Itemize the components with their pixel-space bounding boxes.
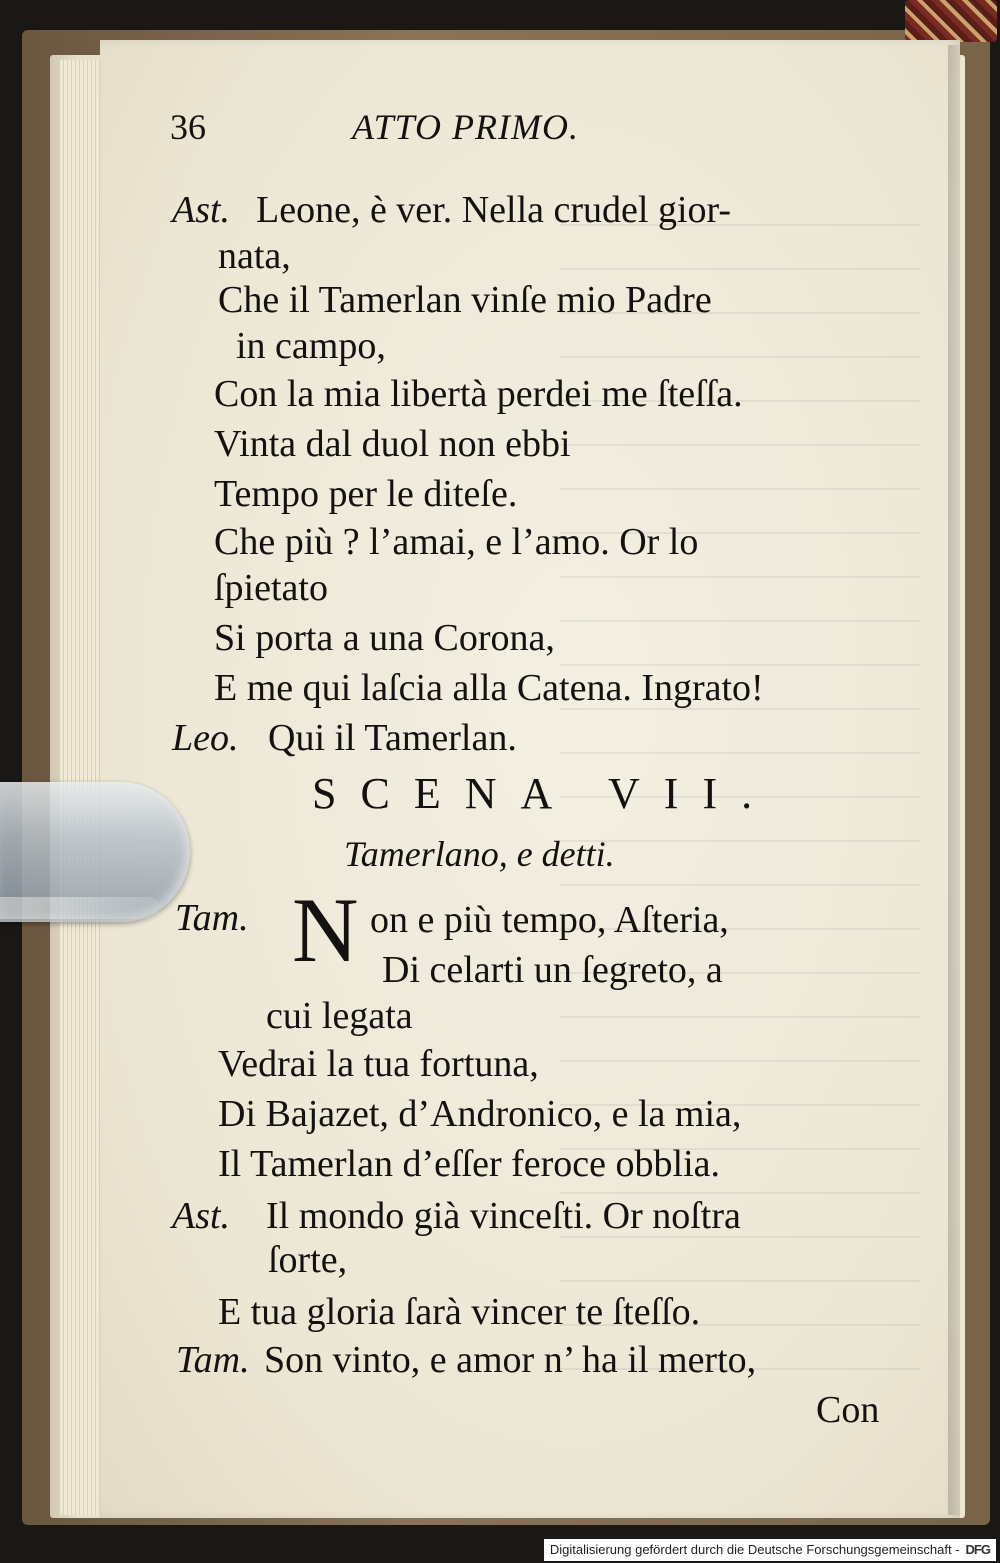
verse-line: on e più tempo, Aſteria, (370, 899, 729, 941)
catchword: Con (816, 1389, 880, 1431)
verse-line: Con la mia libertà perdei me ſteſſa. (214, 373, 743, 415)
speaker-label: Ast. (172, 1195, 231, 1237)
dfg-logo-icon: DFG (965, 1542, 990, 1557)
verse-line: cui legata (266, 995, 413, 1037)
verse-line: Il mondo già vinceſti. Or noſtra (266, 1195, 741, 1237)
verse-line: Son vinto, e amor n’ ha il merto, (264, 1339, 757, 1381)
verse-line: Di Bajazet, d’Andronico, e la mia, (218, 1093, 742, 1135)
scene-persons: Tamerlano, e detti. (344, 834, 615, 874)
drop-cap: N (292, 879, 359, 981)
verse-line: Di celarti un ſegreto, a (382, 949, 723, 991)
speaker-label: Tam. (175, 897, 249, 939)
verse-line: Vinta dal duol non ebbi (214, 423, 571, 465)
speaker-label: Leo. (172, 717, 239, 759)
verse-line: nata, (218, 235, 291, 277)
verse-line: Che il Tamerlan vinſe mio Padre (218, 279, 712, 321)
verse-line: Si porta a una Corona, (214, 617, 555, 659)
page-clip (0, 782, 190, 922)
running-title: ATTO PRIMO. (352, 107, 579, 147)
scene-title: SCENA VII. (312, 769, 777, 818)
verse-line: ſorte, (268, 1239, 348, 1281)
verse-line: Che più ? l’amai, e l’amo. Or lo (214, 521, 699, 563)
verse-line: Leone, è ver. Nella crudel gior- (256, 189, 732, 231)
verse-line: in campo, (236, 325, 386, 367)
verse-line: ſpietato (214, 567, 328, 609)
verse-line: E me qui laſcia alla Catena. Ingrato! (214, 667, 764, 709)
verse-line: Il Tamerlan d’eſſer feroce obblia. (218, 1143, 720, 1185)
footer-credit (544, 1539, 996, 1561)
speaker-label: Ast. (172, 189, 231, 231)
page-number: 36 (170, 107, 206, 147)
verse-line: Vedrai la tua fortuna, (218, 1043, 539, 1085)
verse-line: Qui il Tamerlan. (268, 717, 517, 759)
verse-line: E tua gloria ſarà vincer te ſteſſo. (218, 1291, 701, 1333)
footer-text: Digitalisierung gefördert durch die Deutsche Forschungsgemeinschaft - (549, 1542, 960, 1557)
verse-line: Tempo per le diteſe. (214, 473, 518, 515)
speaker-label: Tam. (176, 1339, 250, 1381)
